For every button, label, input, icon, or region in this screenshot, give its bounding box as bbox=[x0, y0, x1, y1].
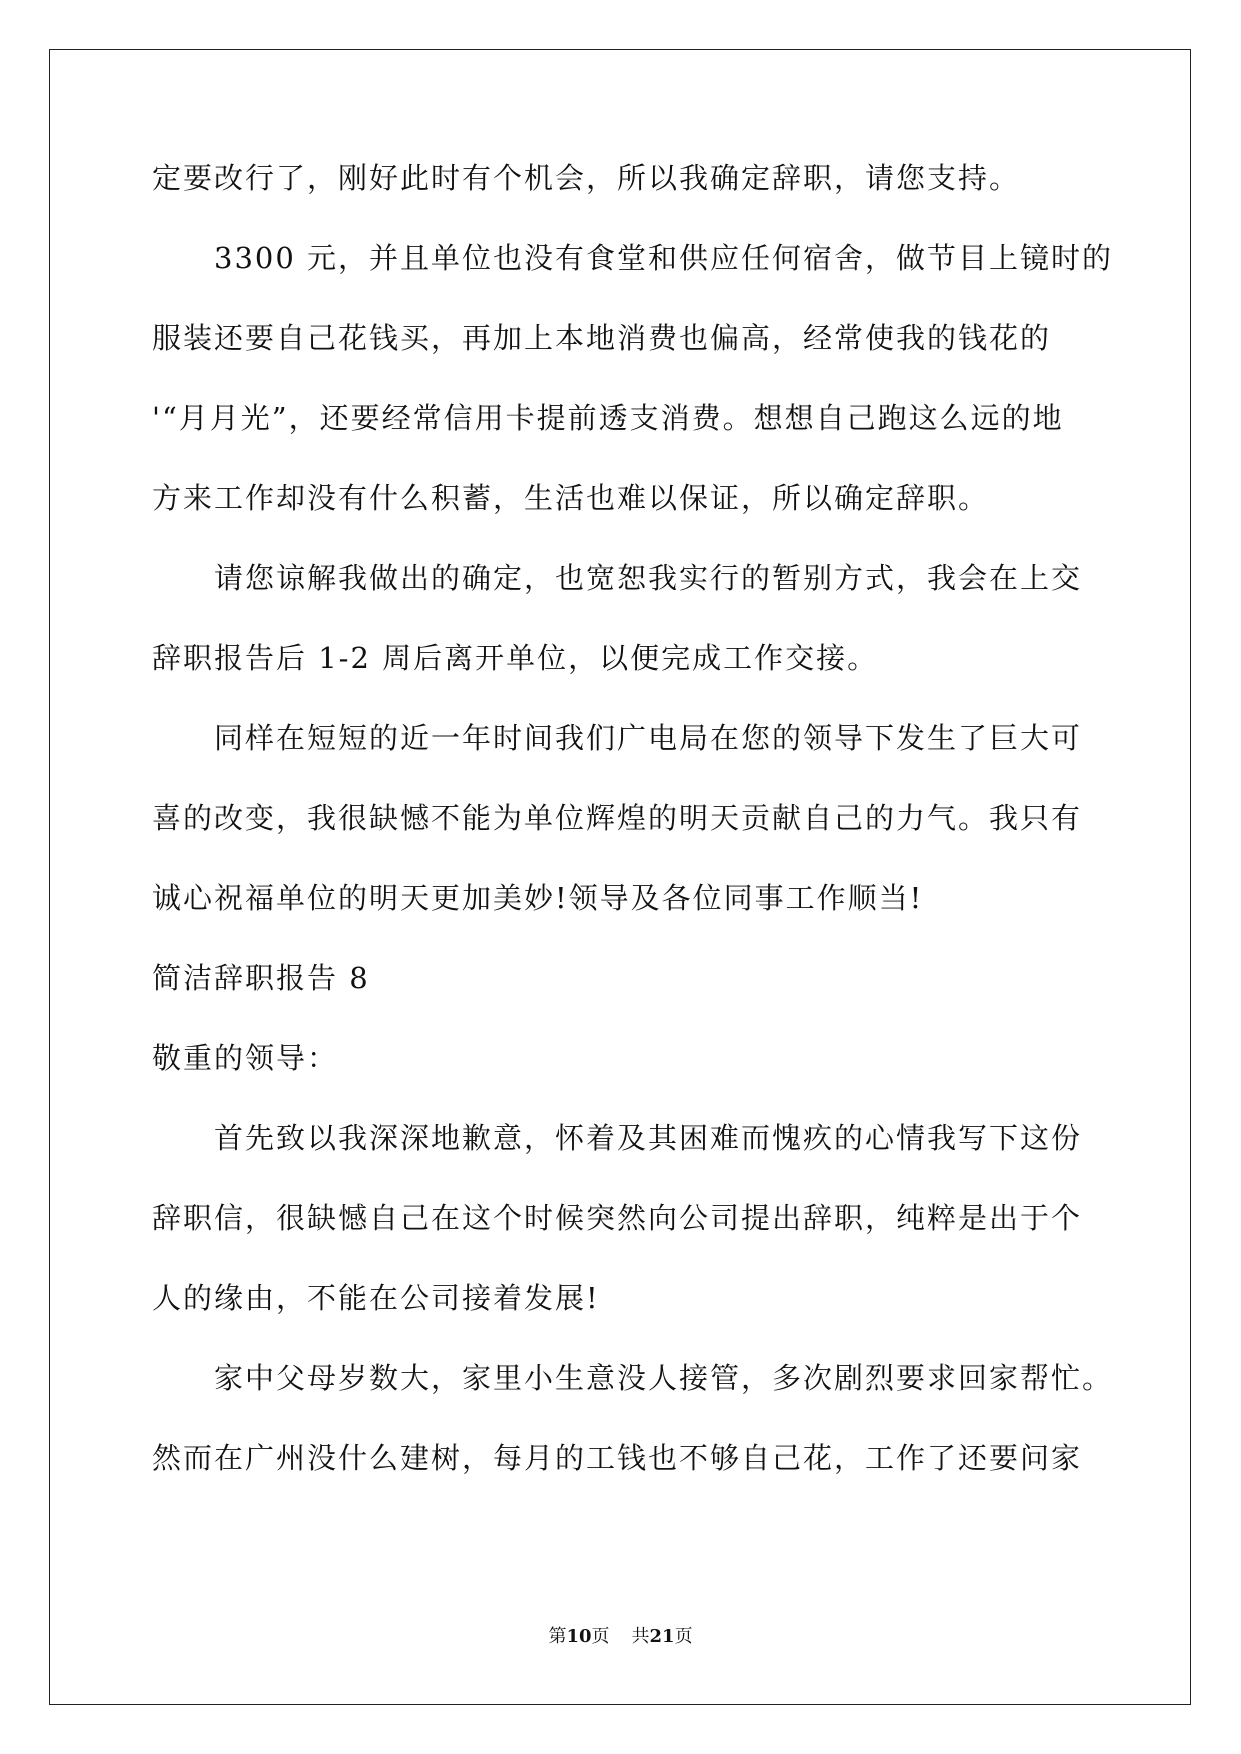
body-line-5: 方来工作却没有什么积蓄，生活也难以保证，所以确定辞职。 bbox=[152, 481, 990, 515]
total-suffix: 页 bbox=[674, 1626, 693, 1647]
body-line-9: 喜的改变，我很缺憾不能为单位辉煌的明天贡献自己的力气。我只有 bbox=[152, 801, 1083, 835]
page-number: 10 bbox=[566, 1626, 592, 1647]
body-line-17: 然而在广州没什么建树，每月的工钱也不够自己花，工作了还要问家 bbox=[152, 1441, 1083, 1475]
body-line-13: 首先致以我深深地歉意，怀着及其困难而愧疚的心情我写下这份 bbox=[214, 1121, 1083, 1155]
document-body bbox=[152, 160, 1114, 1520]
section-heading: 简洁辞职报告 8 bbox=[152, 961, 370, 995]
body-line-7: 辞职报告后 1-2 周后离开单位，以便完成工作交接。 bbox=[152, 641, 879, 675]
page-total: 21 bbox=[649, 1626, 675, 1647]
body-line-2: 3300 元，并且单位也没有食堂和供应任何宿舍，做节目上镜时的 bbox=[214, 241, 1114, 275]
body-line-3: 服装还要自己花钱买，再加上本地消费也偏高，经常使我的钱花的 bbox=[152, 321, 1052, 355]
body-line-14: 辞职信，很缺憾自己在这个时候突然向公司提出辞职，纯粹是出于个 bbox=[152, 1201, 1083, 1235]
page-suffix: 页 bbox=[591, 1626, 610, 1647]
total-prefix: 共 bbox=[631, 1626, 650, 1647]
body-line-8: 同样在短短的近一年时间我们广电局在您的领导下发生了巨大可 bbox=[214, 721, 1083, 755]
body-line-4: '“月月光”，还要经常信用卡提前透支消费。想想自己跑这么远的地 bbox=[152, 401, 1064, 435]
body-line-1: 定要改行了，刚好此时有个机会，所以我确定辞职，请您支持。 bbox=[152, 161, 1021, 195]
body-line-16: 家中父母岁数大，家里小生意没人接管，多次剧烈要求回家帮忙。 bbox=[214, 1361, 1114, 1395]
body-line-15: 人的缘由，不能在公司接着发展! bbox=[152, 1281, 600, 1315]
page-prefix: 第 bbox=[548, 1626, 567, 1647]
salutation: 敬重的领导： bbox=[152, 1041, 339, 1075]
body-line-6: 请您谅解我做出的确定，也宽恕我实行的暂别方式，我会在上交 bbox=[214, 561, 1083, 595]
page-footer bbox=[0, 1622, 1241, 1648]
body-line-10: 诚心祝福单位的明天更加美妙!领导及各位同事工作顺当! bbox=[152, 881, 924, 915]
